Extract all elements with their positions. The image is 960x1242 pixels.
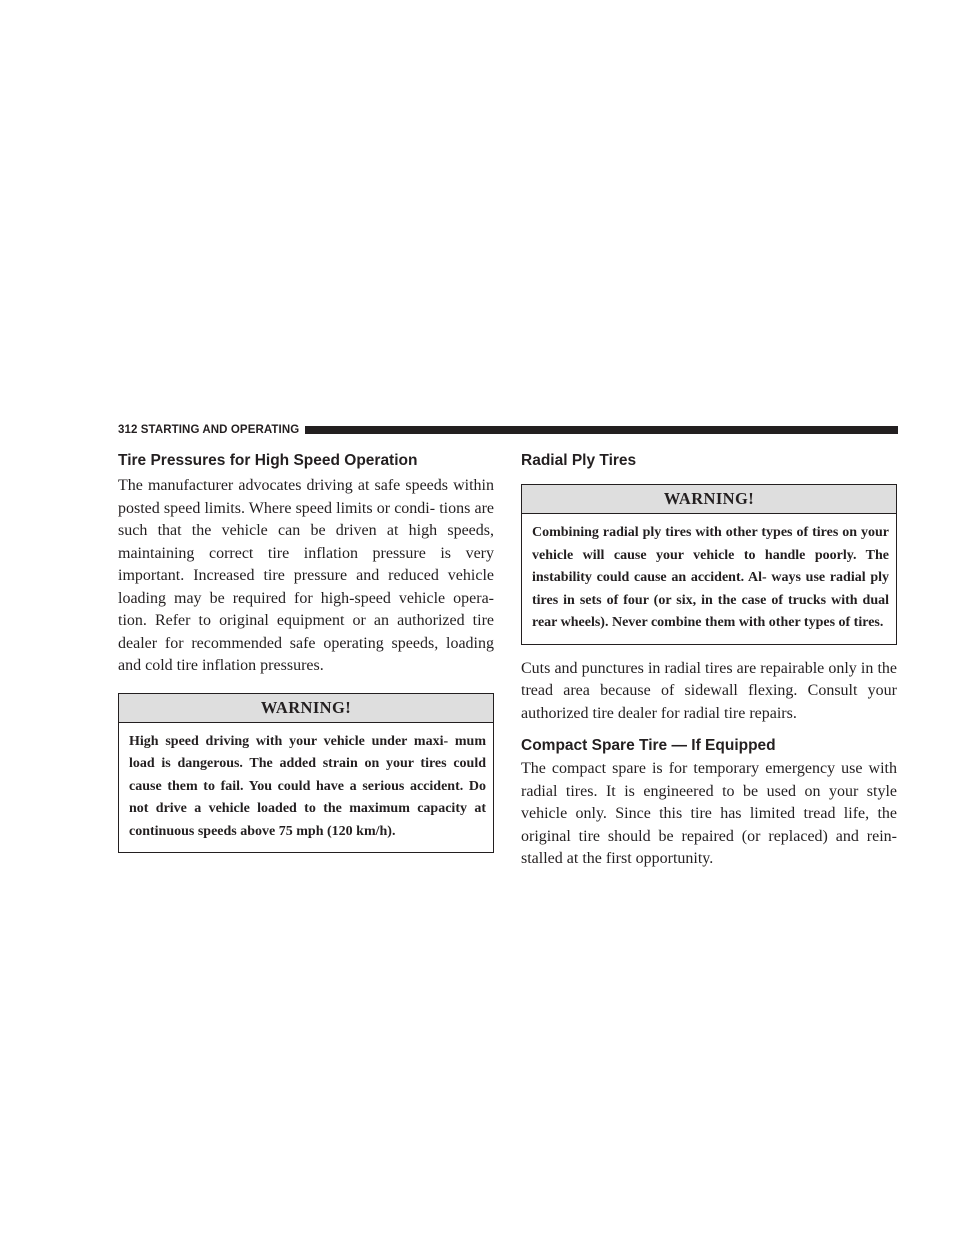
page-header — [118, 423, 898, 437]
warning-title: WARNING! — [119, 694, 493, 723]
paragraph-radial-repairs: Cuts and punctures in radial tires are repairable only in the tread area because of sidewall flexing. Consult your authorized tire dealer for radial tire repairs. — [521, 659, 897, 722]
paragraph-high-speed: The manufacturer advocates driving at safe speeds within posted speed limits. Where speed limits or condi- tions are such that the vehicle can be driven at high speeds, maintaining correct tire inflation pressure is very important. Increased tire pressure and reduced vehicle loading may be required for high-speed vehicle opera- tion. Refer to original equipment or an authorized tire dealer for recommended safe operating speeds, loading and cold tire inflation pressures. — [118, 477, 494, 674]
page-number-section-label: 312 STARTING AND OPERATING — [118, 424, 300, 436]
warning-box-high-speed — [118, 693, 494, 854]
right-column — [521, 451, 897, 871]
warning-text: High speed driving with your vehicle under maxi- mum load is dangerous. The added strain on your tires could cause them to fail. You could have a serious accident. Do not drive a vehicle loaded to the maximum capacity at continuous speeds above 75 mph (120 km/h). — [129, 733, 486, 839]
paragraph-compact-spare: The compact spare is for temporary emergency use with radial tires. It is engineered to be used on your style vehicle only. Since this tire has limited tread life, the original tire should be repaired (or replaced) and rein- stalled at the first opportunity. — [521, 760, 897, 867]
section-heading-high-speed: Tire Pressures for High Speed Operation — [118, 452, 418, 469]
left-column — [118, 451, 494, 853]
warning-title: WARNING! — [522, 485, 896, 514]
section-heading-compact-spare: Compact Spare Tire — If Equipped — [521, 737, 776, 754]
warning-box-radial-ply — [521, 484, 897, 645]
section-heading-radial-ply: Radial Ply Tires — [521, 452, 637, 469]
warning-text: Combining radial ply tires with other types of tires on your vehicle will cause your vehicle to handle poorly. The instability could cause an accident. Al- ways use radial ply tires in sets of four (or six, in the case of trucks with dual rear wheels). Never combine them with other types of tires. — [532, 525, 889, 630]
header-rule — [305, 426, 898, 434]
